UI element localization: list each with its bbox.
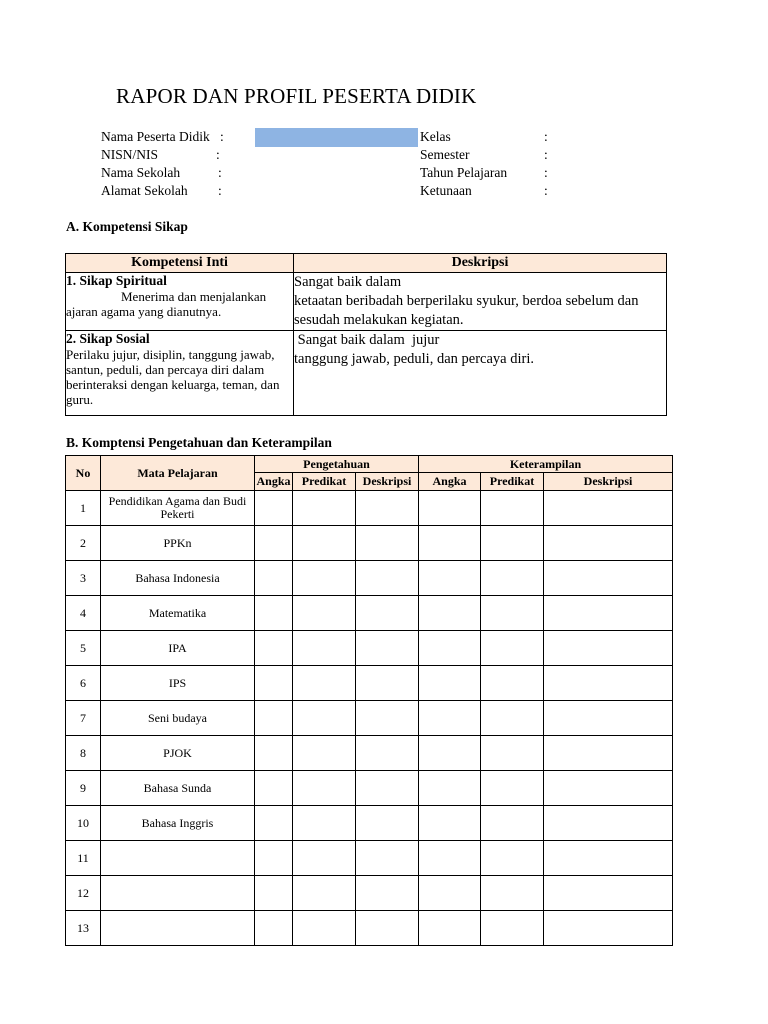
skills-desc-cell[interactable]: [544, 491, 673, 526]
skills-score-cell[interactable]: [419, 876, 481, 911]
row-number: 13: [66, 911, 101, 946]
knowledge-desc-cell[interactable]: [356, 526, 419, 561]
col-header-skills-desc: Deskripsi: [544, 473, 673, 491]
social-description[interactable]: [294, 331, 667, 416]
skills-grade-cell[interactable]: [481, 876, 544, 911]
identity-row-year: [420, 164, 560, 182]
attitude-header-row: [66, 254, 667, 273]
col-header-description: Deskripsi: [294, 254, 667, 273]
col-header-knowledge: Pengetahuan: [255, 456, 419, 473]
skills-grade-cell[interactable]: [481, 561, 544, 596]
row-subject: Pendidikan Agama dan Budi Pekerti: [101, 491, 255, 526]
table-row: [66, 771, 673, 806]
label-student-name: Nama Peserta Didik: [101, 129, 210, 144]
table-row: [66, 491, 673, 526]
knowledge-grade-cell[interactable]: [293, 596, 356, 631]
grades-header-row-1: [66, 456, 673, 473]
knowledge-grade-cell[interactable]: [293, 806, 356, 841]
knowledge-desc-cell[interactable]: [356, 666, 419, 701]
row-number: 1: [66, 491, 101, 526]
identity-row-semester: [420, 146, 560, 164]
row-subject: IPS: [101, 666, 255, 701]
skills-score-cell[interactable]: [419, 491, 481, 526]
label-school-year: Tahun Pelajaran: [420, 165, 508, 180]
col-header-subject: Mata Pelajaran: [101, 456, 255, 491]
skills-desc-cell[interactable]: [544, 736, 673, 771]
skills-score-cell[interactable]: [419, 596, 481, 631]
skills-grade-cell[interactable]: [481, 771, 544, 806]
skills-desc-cell[interactable]: [544, 841, 673, 876]
row-subject: IPA: [101, 631, 255, 666]
spiritual-subtitle: Menerima dan menjalankan ajaran agama yang dianutnya.: [66, 289, 267, 319]
skills-grade-cell[interactable]: [481, 841, 544, 876]
colon: :: [218, 183, 222, 198]
row-subject: Bahasa Inggris: [101, 806, 255, 841]
skills-grade-cell[interactable]: [481, 736, 544, 771]
skills-desc-cell[interactable]: [544, 806, 673, 841]
attitude-row-social: [66, 331, 667, 416]
colon: :: [544, 183, 548, 198]
page-title: RAPOR DAN PROFIL PESERTA DIDIK: [116, 84, 477, 108]
row-number: 4: [66, 596, 101, 631]
knowledge-score-cell[interactable]: [255, 841, 293, 876]
knowledge-desc-cell[interactable]: [356, 736, 419, 771]
knowledge-score-cell[interactable]: [255, 631, 293, 666]
skills-score-cell[interactable]: [419, 911, 481, 946]
colon: :: [544, 165, 548, 180]
knowledge-score-cell[interactable]: [255, 596, 293, 631]
row-subject: PPKn: [101, 526, 255, 561]
row-number: 6: [66, 666, 101, 701]
colon: :: [220, 129, 224, 144]
col-header-knowledge-grade: Predikat: [293, 473, 356, 491]
knowledge-desc-cell[interactable]: [356, 631, 419, 666]
skills-desc-cell[interactable]: [544, 561, 673, 596]
row-number: 10: [66, 806, 101, 841]
skills-desc-cell[interactable]: [544, 876, 673, 911]
knowledge-desc-cell[interactable]: [356, 596, 419, 631]
knowledge-grade-cell[interactable]: [293, 561, 356, 596]
row-subject: [101, 876, 255, 911]
social-desc-line2: tanggung jawab, peduli, dan percaya diri.: [294, 351, 534, 367]
skills-score-cell[interactable]: [419, 841, 481, 876]
skills-desc-cell[interactable]: [544, 771, 673, 806]
skills-score-cell[interactable]: [419, 701, 481, 736]
row-number: 9: [66, 771, 101, 806]
row-number: 3: [66, 561, 101, 596]
table-row: [66, 701, 673, 736]
colon: :: [544, 147, 548, 162]
knowledge-grade-cell[interactable]: [293, 631, 356, 666]
skills-grade-cell[interactable]: [481, 491, 544, 526]
row-number: 11: [66, 841, 101, 876]
row-number: 7: [66, 701, 101, 736]
colon: :: [218, 165, 222, 180]
identity-row-class: [420, 128, 560, 146]
knowledge-grade-cell[interactable]: [293, 876, 356, 911]
knowledge-grade-cell[interactable]: [293, 841, 356, 876]
knowledge-score-cell[interactable]: [255, 771, 293, 806]
label-school-name: Nama Sekolah: [101, 165, 181, 180]
skills-grade-cell[interactable]: [481, 631, 544, 666]
table-row: [66, 736, 673, 771]
identity-right: [420, 128, 560, 200]
student-name-field[interactable]: [255, 128, 418, 147]
identity-row-name: [101, 128, 261, 146]
spiritual-desc-line2: ketaatan beribadah berperilaku syukur, berdoa sebelum dan sesudah melakukan kegiatan.: [294, 293, 639, 328]
knowledge-desc-cell[interactable]: [356, 841, 419, 876]
skills-desc-cell[interactable]: [544, 596, 673, 631]
table-row: [66, 596, 673, 631]
skills-score-cell[interactable]: [419, 526, 481, 561]
spiritual-desc-line1: Sangat baik dalam: [294, 274, 402, 290]
table-row: [66, 526, 673, 561]
colon: :: [544, 129, 548, 144]
col-header-skills-score: Angka: [419, 473, 481, 491]
social-subtitle: Perilaku jujur, disiplin, tanggung jawab, santun, peduli, dan percaya diri dalam berinteraksi dengan keluarga, teman, dan guru.: [66, 347, 280, 407]
row-number: 8: [66, 736, 101, 771]
col-header-knowledge-score: Angka: [255, 473, 293, 491]
row-subject: Seni budaya: [101, 701, 255, 736]
skills-desc-cell[interactable]: [544, 526, 673, 561]
table-row: [66, 876, 673, 911]
knowledge-score-cell[interactable]: [255, 806, 293, 841]
skills-desc-cell[interactable]: [544, 701, 673, 736]
knowledge-score-cell[interactable]: [255, 491, 293, 526]
row-subject: Bahasa Indonesia: [101, 561, 255, 596]
knowledge-score-cell[interactable]: [255, 876, 293, 911]
identity-row-address: [101, 182, 261, 200]
knowledge-desc-cell[interactable]: [356, 561, 419, 596]
skills-score-cell[interactable]: [419, 561, 481, 596]
knowledge-score-cell[interactable]: [255, 736, 293, 771]
knowledge-score-cell[interactable]: [255, 526, 293, 561]
knowledge-grade-cell[interactable]: [293, 701, 356, 736]
colon: :: [216, 147, 220, 162]
identity-row-school: [101, 164, 261, 182]
knowledge-grade-cell[interactable]: [293, 736, 356, 771]
social-desc-line1: Sangat baik dalam jujur: [294, 332, 440, 348]
knowledge-score-cell[interactable]: [255, 701, 293, 736]
knowledge-desc-cell[interactable]: [356, 806, 419, 841]
knowledge-score-cell[interactable]: [255, 666, 293, 701]
knowledge-desc-cell[interactable]: [356, 491, 419, 526]
grades-table: [65, 455, 673, 946]
spiritual-description[interactable]: [294, 273, 667, 331]
label-semester: Semester: [420, 147, 470, 162]
label-disability: Ketunaan: [420, 183, 472, 198]
skills-desc-cell[interactable]: [544, 911, 673, 946]
row-number: 5: [66, 631, 101, 666]
row-subject: Matematika: [101, 596, 255, 631]
knowledge-score-cell[interactable]: [255, 561, 293, 596]
row-subject: [101, 841, 255, 876]
table-row: [66, 631, 673, 666]
attitude-table: [65, 253, 667, 416]
skills-desc-cell[interactable]: [544, 631, 673, 666]
col-header-skills: Keterampilan: [419, 456, 673, 473]
col-header-core-competence: Kompetensi Inti: [66, 254, 294, 273]
section-a-heading: A. Kompetensi Sikap: [66, 219, 188, 234]
table-row: [66, 561, 673, 596]
social-title: 2. Sikap Sosial: [66, 331, 150, 346]
knowledge-grade-cell[interactable]: [293, 771, 356, 806]
skills-desc-cell[interactable]: [544, 666, 673, 701]
row-number: 12: [66, 876, 101, 911]
row-subject: [101, 911, 255, 946]
table-row: [66, 841, 673, 876]
knowledge-grade-cell[interactable]: [293, 911, 356, 946]
col-header-knowledge-desc: Deskripsi: [356, 473, 419, 491]
attitude-row-spiritual: [66, 273, 667, 331]
skills-score-cell[interactable]: [419, 666, 481, 701]
identity-row-nisn: [101, 146, 261, 164]
knowledge-desc-cell[interactable]: [356, 876, 419, 911]
skills-grade-cell[interactable]: [481, 806, 544, 841]
col-header-no: No: [66, 456, 101, 491]
knowledge-grade-cell[interactable]: [293, 491, 356, 526]
social-cell: [66, 331, 294, 416]
skills-grade-cell[interactable]: [481, 701, 544, 736]
knowledge-desc-cell[interactable]: [356, 701, 419, 736]
skills-score-cell[interactable]: [419, 631, 481, 666]
label-class: Kelas: [420, 129, 451, 144]
knowledge-desc-cell[interactable]: [356, 771, 419, 806]
label-school-address: Alamat Sekolah: [101, 183, 188, 198]
table-row: [66, 666, 673, 701]
knowledge-grade-cell[interactable]: [293, 666, 356, 701]
spiritual-title: 1. Sikap Spiritual: [66, 273, 167, 288]
skills-score-cell[interactable]: [419, 806, 481, 841]
identity-left: [101, 128, 261, 200]
skills-grade-cell[interactable]: [481, 911, 544, 946]
section-b-heading: B. Komptensi Pengetahuan dan Keterampilan: [66, 435, 332, 450]
row-number: 2: [66, 526, 101, 561]
knowledge-grade-cell[interactable]: [293, 526, 356, 561]
skills-grade-cell[interactable]: [481, 526, 544, 561]
skills-grade-cell[interactable]: [481, 666, 544, 701]
knowledge-desc-cell[interactable]: [356, 911, 419, 946]
identity-row-disability: [420, 182, 560, 200]
label-nisn: NISN/NIS: [101, 147, 159, 162]
col-header-skills-grade: Predikat: [481, 473, 544, 491]
grades-body: [66, 491, 673, 946]
row-subject: Bahasa Sunda: [101, 771, 255, 806]
skills-score-cell[interactable]: [419, 771, 481, 806]
table-row: [66, 806, 673, 841]
row-subject: PJOK: [101, 736, 255, 771]
skills-grade-cell[interactable]: [481, 596, 544, 631]
spiritual-cell: [66, 273, 294, 331]
knowledge-score-cell[interactable]: [255, 911, 293, 946]
table-row: [66, 911, 673, 946]
skills-score-cell[interactable]: [419, 736, 481, 771]
